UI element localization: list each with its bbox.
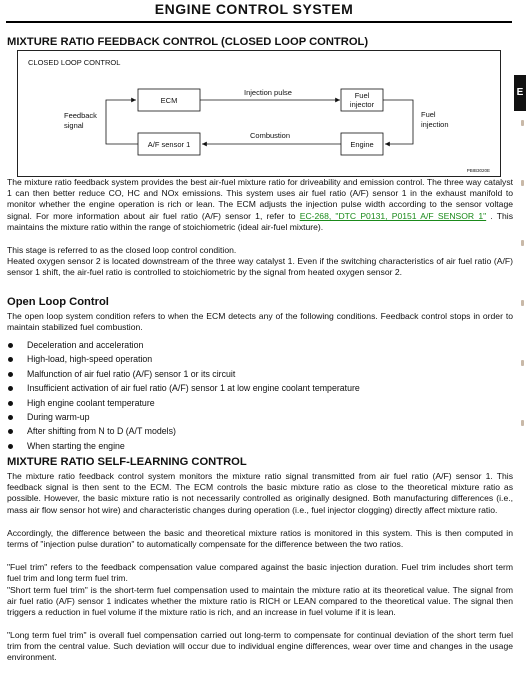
fuel-injector-label-line1: Fuel <box>354 91 370 100</box>
section-heading-self-learning: MIXTURE RATIO SELF-LEARNING CONTROL <box>7 456 247 468</box>
paragraph-short-term-fuel-trim: "Short term fuel trim" is the short-term fuel compensation used to maintain the mixture ratio at its theoretical value. The signal from air fuel ratio (A/F) sensor 1 indicates whether the mixture ratio is RICH or LEAN compared to the theoretical value. The signal then triggers a reduction in fuel volume if the mixture ratio is rich, and an increase in fuel volume if it is lean. <box>7 585 513 618</box>
fuel-injector-label-line2: injector <box>349 100 375 109</box>
af-sensor-label: A/F sensor 1 <box>147 140 191 149</box>
paragraph-self-learning: The mixture ratio feedback control system monitors the mixture ratio signal transmitted from air fuel ratio (A/F) sensor 1. This feedback signal is then sent to the ECM. The ECM controls the basic mixture ratio as close to the theoretical mixture ratio as possible. However, the basic mixture ratio is not necessarily controlled as originally designed. Both manufacturing differences (i.e., mass air flow sensor hot wire) and characteristic changes during operation (i.e., fuel injector clogging) directly affect mixture ratio. <box>7 471 513 515</box>
figure-code: PBIB3020E <box>466 168 490 173</box>
ecm-label: ECM <box>160 96 178 105</box>
edge-tab-marks <box>521 120 526 460</box>
title-divider <box>6 21 512 23</box>
fuel-injection-label-line1: Fuel <box>421 110 436 119</box>
list-item: High engine coolant temperature <box>7 396 360 410</box>
paragraph-heated-oxygen-sensor: Heated oxygen sensor 2 is located downstream of the three way catalyst 1. Even if the switching characteristics of air fuel ratio (A/F) sensor 1 shift, the air-fuel ratio is controlled to stoichiometric by the signal from heated oxygen sensor 2. <box>7 256 513 278</box>
list-item: Insufficient activation of air fuel ratio (A/F) sensor 1 at low engine coolant temperature <box>7 381 360 395</box>
section-heading-open-loop: Open Loop Control <box>7 296 109 308</box>
section-heading-feedback-control: MIXTURE RATIO FEEDBACK CONTROL (CLOSED LOOP CONTROL) <box>7 36 369 48</box>
paragraph-feedback-intro: The mixture ratio feedback system provides the best air-fuel mixture ratio for driveability and emission control. The three way catalyst 1 can then better reduce CO, HC and NOx emissions. This system uses air fuel ratio (A/F) sensor 1 in the exhaust manifold to monitor whether the engine operation is rich or lean. The ECM adjusts the injection pulse width according to the sensor voltage signal. For more information about air fuel ratio (A/F) sensor 1, refer to EC-268, "DTC P0131, P0151 A/F SENSOR 1" . This maintains the mixture ratio within the range of stoichiometric (ideal air-fuel mixture). <box>7 177 513 232</box>
fuel-injection-arrow <box>383 100 413 144</box>
closed-loop-diagram-svg <box>18 51 500 176</box>
diagram-title: CLOSED LOOP CONTROL <box>28 58 121 67</box>
list-item: Malfunction of air fuel ratio (A/F) sensor 1 or its circuit <box>7 367 360 381</box>
section-tab-e[interactable]: E <box>514 75 526 111</box>
page-title: ENGINE CONTROL SYSTEM <box>154 1 354 17</box>
af-sensor-reference-link[interactable]: EC-268, "DTC P0131, P0151 A/F SENSOR 1" <box>299 210 487 221</box>
feedback-signal-label-line1: Feedback <box>64 111 97 120</box>
list-item: Deceleration and acceleration <box>7 338 360 352</box>
engine-label: Engine <box>350 140 374 149</box>
paragraph-closed-loop-stage: This stage is referred to as the closed loop control condition. <box>7 245 237 255</box>
paragraph-fuel-trim: "Fuel trim" refers to the feedback compensation value compared against the basic injection duration. Fuel trim includes short term fuel trim and long term fuel trim. <box>7 562 513 584</box>
fuel-injection-label-line2: injection <box>421 120 449 129</box>
list-item: During warm-up <box>7 410 360 424</box>
injection-pulse-label: Injection pulse <box>244 88 292 97</box>
paragraph-difference-monitoring: Accordingly, the difference between the basic and theoretical mixture ratios is monitored in this system. This is then computed in terms of "injection pulse duration" to automatically compensate for the difference between the two ratios. <box>7 528 513 550</box>
paragraph-long-term-fuel-trim: "Long term fuel trim" is overall fuel compensation carried out long-term to compensate for continual deviation of the short term fuel trim from the central value. Such deviation will occur due to individual engine differences, wear over time and changes in the usage environment. <box>7 630 513 663</box>
paragraph-open-loop: The open loop system condition refers to when the ECM detects any of the following conditions. Feedback control stops in order to maintain stabilized fuel combustion. <box>7 311 513 333</box>
list-item: High-load, high-speed operation <box>7 352 360 366</box>
list-item: After shifting from N to D (A/T models) <box>7 424 360 438</box>
list-item: When starting the engine <box>7 439 360 453</box>
closed-loop-diagram <box>17 50 501 177</box>
open-loop-conditions-list <box>7 338 360 453</box>
feedback-signal-label-line2: signal <box>64 121 84 130</box>
combustion-label: Combustion <box>249 131 291 140</box>
feedback-signal-arrow <box>106 100 138 144</box>
